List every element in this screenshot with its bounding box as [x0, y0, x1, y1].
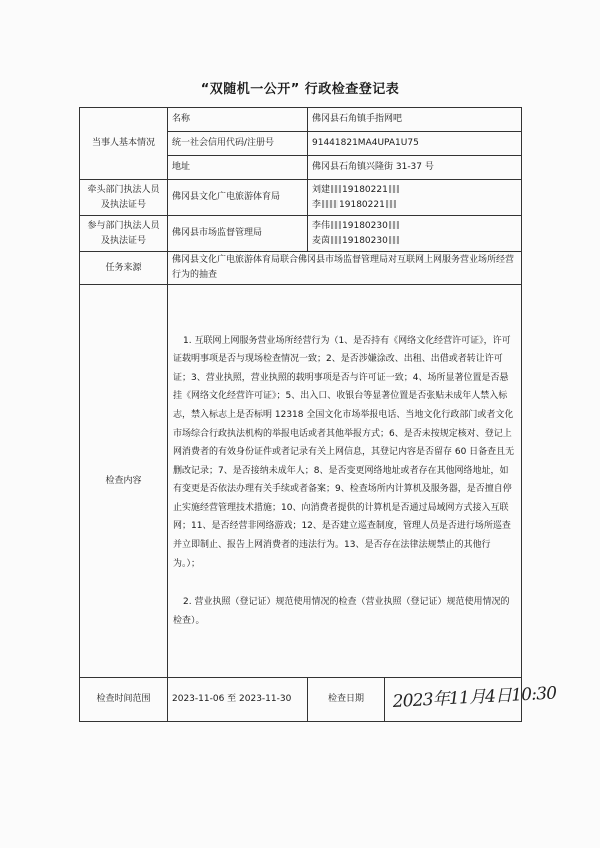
joint-dept-officers [308, 216, 522, 252]
inspection-register-table [79, 107, 557, 722]
officer-cert: 19180230 [342, 235, 388, 246]
name-value: 佛冈县石角镇手指网吧 [308, 108, 522, 132]
redaction-mark [331, 185, 341, 193]
inspection-item-1: 1. 互联网上网服务营业场所经营行为（1、是否持有《网络文化经营许可证》，许可证载明事项是否与现场检查情况一致；2、是否涉嫌涂改、出租、出借或者转让许可证；3、营业执照，营业执照的载明事项是否与许可证一致；4、场所显著位置是否悬挂《网络文化经营许可证》；5、出入口、收银台等显著位置是否张贴未成年人禁入标志，禁入标志上是否标明 12318 全国文化市场举报电话、当地文化行政部门或者文化市场综合行政执法机构的举报电话或者其他举报方式；6、是否未按规定核对、登记上网消费者的有效身份证件或者记录有关上网信息，其登记内容是否留存 60 日备查且无删改记录；7、是否接纳未成年人；8、是否变更网络地址或者存在其他网络地址，如有变更是否依法办理有关手续或者备案；9、检查场所内计算机及服务器，是否擅自停止实施经营管理技术措施；10、向消费者提供的计算机是否通过局域网方式接入互联网；11、是否经营非网络游戏；12、是否建立巡查制度，管理人员是否进行场所巡查并立即制止、报告上网消费者的违法行为。13、是否存在法律法规禁止的其他行为。）； [173, 335, 515, 569]
redaction-mark [331, 221, 341, 229]
name-label: 名称 [168, 108, 308, 132]
task-source-value: 佛冈县文化广电旅游体育局联合佛冈县市场监督管理局对互联网上网服务营业场所经营行为的抽查 [168, 252, 522, 285]
address-value: 佛冈县石角镇兴隆街 31-37 号 [308, 156, 522, 180]
redaction-mark [322, 200, 338, 208]
joint-dept-label: 参与部门执法人员及执法证号 [80, 216, 168, 252]
inspection-item-2: 2. 营业执照（登记证）规范使用情况的检查（营业执照（登记证）规范使用情况的检查）。 [173, 597, 510, 626]
officer-line [312, 183, 517, 198]
officer-line [312, 219, 517, 234]
handwritten-date-text: 2023年11月4日10:30 [392, 682, 557, 712]
handwritten-date [391, 682, 557, 717]
redaction-mark [386, 200, 396, 208]
officer-line [312, 198, 517, 213]
period-value: 2023-11-06 至 2023-11-30 [168, 678, 308, 722]
inspection-content-value [168, 285, 522, 678]
officer-name: 李伟 [312, 220, 331, 231]
period-label: 检查时间范围 [80, 678, 168, 722]
lead-dept-label: 牵头部门执法人员及执法证号 [80, 180, 168, 216]
date-label: 检查日期 [308, 678, 385, 722]
redaction-mark [389, 221, 399, 229]
lead-dept-officers [308, 180, 522, 216]
joint-dept-name: 佛冈县市场监督管理局 [168, 216, 308, 252]
officer-name: 刘建 [312, 184, 331, 195]
redaction-mark [331, 236, 341, 244]
party-section-label: 当事人基本情况 [80, 108, 168, 180]
credit-code-value: 91441821MA4UPA1U75 [308, 132, 522, 156]
redaction-mark [389, 185, 399, 193]
officer-cert: 19180230 [342, 220, 388, 231]
officer-cert: 19180221 [342, 184, 388, 195]
redaction-mark [389, 236, 399, 244]
form-title: “双随机一公开” 行政检查登记表 [200, 82, 400, 97]
credit-code-label: 统一社会信用代码/注册号 [168, 132, 308, 156]
address-label: 地址 [168, 156, 308, 180]
task-source-label: 任务来源 [80, 252, 168, 285]
date-value-cell [385, 678, 557, 722]
inspection-content-label: 检查内容 [80, 285, 168, 678]
lead-dept-name: 佛冈县文化广电旅游体育局 [168, 180, 308, 216]
officer-cert: 19180221 [339, 199, 385, 210]
officer-name: 李 [312, 199, 322, 210]
officer-name: 麦茵 [312, 235, 331, 246]
officer-line [312, 234, 517, 249]
